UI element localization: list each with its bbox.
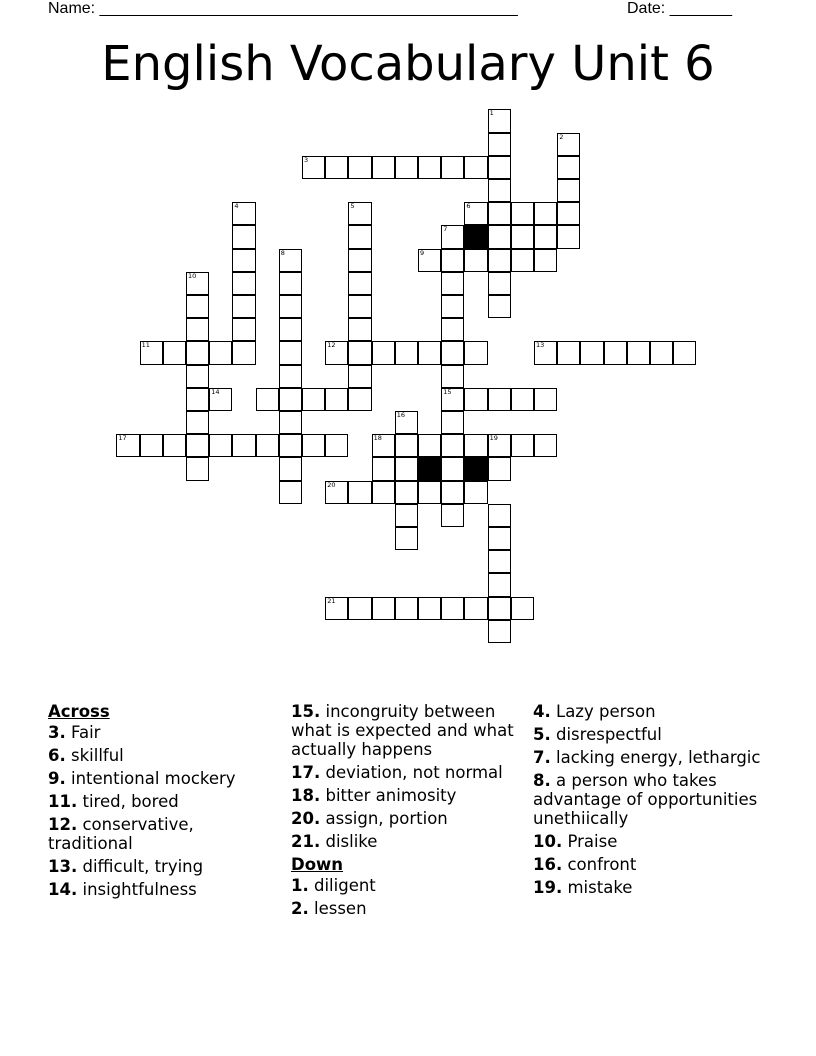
clue-text: insightfulness xyxy=(82,880,197,899)
clue-text: bitter animosity xyxy=(325,786,457,805)
crossword-cell[interactable] xyxy=(279,434,302,457)
clue-text: Lazy person xyxy=(556,702,656,721)
crossword-cell[interactable] xyxy=(395,411,418,434)
crossword-cell[interactable] xyxy=(488,249,511,272)
crossword-cell[interactable] xyxy=(348,481,371,504)
crossword-cell[interactable] xyxy=(488,457,511,480)
crossword-cell[interactable] xyxy=(557,225,580,248)
clue-number: 10. xyxy=(533,832,563,851)
name-field[interactable]: Name: _______________________________________________ xyxy=(48,0,518,17)
crossword-cell[interactable] xyxy=(441,457,464,480)
crossword-cell[interactable] xyxy=(441,295,464,318)
crossword-cell[interactable] xyxy=(488,434,511,457)
crossword-cell[interactable] xyxy=(279,411,302,434)
cell-number: 1 xyxy=(489,109,494,118)
cell-number: 20 xyxy=(327,480,336,489)
crossword-cell[interactable] xyxy=(441,156,464,179)
cell-number: 3 xyxy=(304,155,309,164)
crossword-cell[interactable] xyxy=(441,388,464,411)
clue-down-1 xyxy=(291,876,526,895)
crossword-cell[interactable] xyxy=(464,597,487,620)
clues-column-1 xyxy=(48,702,283,903)
crossword-cell[interactable] xyxy=(488,272,511,295)
crossword-cell[interactable] xyxy=(186,341,209,364)
clue-text: lacking energy, lethargic xyxy=(556,748,761,767)
crossword-cell[interactable] xyxy=(348,341,371,364)
crossword-cell[interactable] xyxy=(279,365,302,388)
clue-down-5 xyxy=(533,725,768,744)
crossword-cell[interactable] xyxy=(511,388,534,411)
crossword-cell[interactable] xyxy=(441,481,464,504)
crossword-cell[interactable] xyxy=(488,597,511,620)
cell-number: 7 xyxy=(443,225,448,234)
crossword-cell[interactable] xyxy=(395,341,418,364)
clue-text: tired, bored xyxy=(82,792,179,811)
clue-number: 21. xyxy=(291,832,321,851)
crossword-cell[interactable] xyxy=(488,573,511,596)
clue-across-13 xyxy=(48,857,283,876)
clues-column-3 xyxy=(533,702,768,901)
clue-number: 2. xyxy=(291,899,309,918)
crossword-cell[interactable] xyxy=(348,318,371,341)
crossword-black-square xyxy=(464,225,487,248)
clue-across-11 xyxy=(48,792,283,811)
crossword-cell[interactable] xyxy=(418,156,441,179)
crossword-cell[interactable] xyxy=(557,202,580,225)
crossword-cell[interactable] xyxy=(186,272,209,295)
crossword-cell[interactable] xyxy=(441,597,464,620)
crossword-cell[interactable] xyxy=(186,318,209,341)
crossword-cell[interactable] xyxy=(488,620,511,643)
crossword-cell[interactable] xyxy=(464,202,487,225)
crossword-cell[interactable] xyxy=(256,388,279,411)
crossword-cell[interactable] xyxy=(418,249,441,272)
crossword-black-square xyxy=(464,457,487,480)
crossword-cell[interactable] xyxy=(464,388,487,411)
clue-text: confront xyxy=(567,855,637,874)
clue-number: 18. xyxy=(291,786,321,805)
crossword-cell[interactable] xyxy=(232,318,255,341)
cell-number: 16 xyxy=(396,411,406,419)
crossword-cell[interactable] xyxy=(511,225,534,248)
crossword-cell[interactable] xyxy=(348,365,371,388)
crossword-cell[interactable] xyxy=(441,341,464,364)
crossword-cell[interactable] xyxy=(325,156,348,179)
crossword-cell[interactable] xyxy=(395,481,418,504)
crossword-cell[interactable] xyxy=(488,109,511,132)
clue-number: 13. xyxy=(48,857,78,876)
crossword-cell[interactable] xyxy=(209,388,232,411)
crossword-cell[interactable] xyxy=(186,457,209,480)
crossword-cell[interactable] xyxy=(348,597,371,620)
clue-across-18 xyxy=(291,786,526,805)
clue-text: Praise xyxy=(567,832,618,851)
crossword-cell[interactable] xyxy=(488,133,511,156)
crossword-cell[interactable] xyxy=(302,434,325,457)
crossword-cell[interactable] xyxy=(279,272,302,295)
clue-text: difficult, trying xyxy=(82,857,204,876)
crossword-cell[interactable] xyxy=(441,365,464,388)
crossword-cell[interactable] xyxy=(325,481,348,504)
crossword-cell[interactable] xyxy=(163,434,186,457)
crossword-black-square xyxy=(418,457,441,480)
crossword-cell[interactable] xyxy=(279,341,302,364)
crossword-cell[interactable] xyxy=(186,365,209,388)
crossword-cell[interactable] xyxy=(488,504,511,527)
crossword-cell[interactable] xyxy=(348,225,371,248)
crossword-cell[interactable] xyxy=(395,597,418,620)
cell-number: 15 xyxy=(443,387,452,396)
crossword-cell[interactable] xyxy=(279,388,302,411)
crossword-cell[interactable] xyxy=(557,156,580,179)
crossword-cell[interactable] xyxy=(488,388,511,411)
clue-across-12 xyxy=(48,815,283,853)
crossword-cell[interactable] xyxy=(488,179,511,202)
crossword-cell[interactable] xyxy=(395,434,418,457)
crossword-cell[interactable] xyxy=(372,341,395,364)
cell-number: 19 xyxy=(489,434,498,443)
crossword-cell[interactable] xyxy=(279,457,302,480)
cell-number: 14 xyxy=(211,387,220,396)
clue-text: lessen xyxy=(314,899,367,918)
crossword-cell[interactable] xyxy=(232,249,255,272)
crossword-cell[interactable] xyxy=(511,597,534,620)
crossword-cell[interactable] xyxy=(418,481,441,504)
crossword-cell[interactable] xyxy=(441,249,464,272)
crossword-cell[interactable] xyxy=(488,527,511,550)
clue-text: mistake xyxy=(567,878,633,897)
clue-across-14 xyxy=(48,880,283,899)
crossword-cell[interactable] xyxy=(302,388,325,411)
crossword-cell[interactable] xyxy=(580,341,603,364)
clue-down-16 xyxy=(533,855,768,874)
crossword-cell[interactable] xyxy=(279,318,302,341)
crossword-cell[interactable] xyxy=(372,457,395,480)
crossword-cell[interactable] xyxy=(557,341,580,364)
clues-column-2 xyxy=(291,702,526,922)
crossword-cell[interactable] xyxy=(395,156,418,179)
cell-number: 8 xyxy=(280,248,285,257)
crossword-cell[interactable] xyxy=(464,156,487,179)
crossword-cell[interactable] xyxy=(186,388,209,411)
crossword-cell[interactable] xyxy=(441,434,464,457)
cell-number: 21 xyxy=(327,596,336,605)
clue-down-7 xyxy=(533,748,768,767)
crossword-cell[interactable] xyxy=(464,341,487,364)
crossword-cell[interactable] xyxy=(232,341,255,364)
crossword-cell[interactable] xyxy=(348,202,371,225)
crossword-cell[interactable] xyxy=(372,434,395,457)
crossword-cell[interactable] xyxy=(279,249,302,272)
cell-number: 2 xyxy=(559,132,564,141)
crossword-cell[interactable] xyxy=(372,597,395,620)
crossword-cell[interactable] xyxy=(673,341,696,364)
crossword-cell[interactable] xyxy=(325,341,348,364)
clue-number: 15. xyxy=(291,702,321,721)
crossword-cell[interactable] xyxy=(279,295,302,318)
crossword-cell[interactable] xyxy=(488,156,511,179)
crossword-cell[interactable] xyxy=(534,341,557,364)
crossword-cell[interactable] xyxy=(557,133,580,156)
crossword-cell[interactable] xyxy=(534,249,557,272)
crossword-cell[interactable] xyxy=(209,434,232,457)
crossword-cell[interactable] xyxy=(302,156,325,179)
crossword-cell[interactable] xyxy=(534,434,557,457)
crossword-cell[interactable] xyxy=(232,434,255,457)
crossword-cell[interactable] xyxy=(534,388,557,411)
clue-across-20 xyxy=(291,809,526,828)
clue-down-2 xyxy=(291,899,526,918)
crossword-cell[interactable] xyxy=(488,202,511,225)
crossword-cell[interactable] xyxy=(163,341,186,364)
crossword-cell[interactable] xyxy=(395,504,418,527)
clue-text: a person who takes advantage of opportunities unethiically xyxy=(533,771,758,828)
crossword-cell[interactable] xyxy=(441,504,464,527)
crossword-cell[interactable] xyxy=(441,272,464,295)
clue-text: Fair xyxy=(71,723,101,742)
crossword-cell[interactable] xyxy=(441,225,464,248)
clue-number: 17. xyxy=(291,763,321,782)
crossword-cell[interactable] xyxy=(488,295,511,318)
crossword-cell[interactable] xyxy=(627,341,650,364)
clue-number: 19. xyxy=(533,878,563,897)
crossword-cell[interactable] xyxy=(256,434,279,457)
crossword-cell[interactable] xyxy=(534,202,557,225)
clue-number: 4. xyxy=(533,702,551,721)
crossword-cell[interactable] xyxy=(232,272,255,295)
crossword-cell[interactable] xyxy=(325,434,348,457)
clue-number: 3. xyxy=(48,723,66,742)
crossword-cell[interactable] xyxy=(650,341,673,364)
crossword-cell[interactable] xyxy=(441,411,464,434)
clue-number: 1. xyxy=(291,876,309,895)
cell-number: 13 xyxy=(536,341,545,350)
crossword-cell[interactable] xyxy=(488,550,511,573)
clue-number: 20. xyxy=(291,809,321,828)
crossword-cell[interactable] xyxy=(464,481,487,504)
crossword-cell[interactable] xyxy=(511,434,534,457)
crossword-cell[interactable] xyxy=(557,179,580,202)
crossword-cell[interactable] xyxy=(232,225,255,248)
crossword-cell[interactable] xyxy=(441,318,464,341)
crossword-cell[interactable] xyxy=(372,156,395,179)
clue-across-6 xyxy=(48,746,283,765)
crossword-cell[interactable] xyxy=(488,225,511,248)
clue-across-9 xyxy=(48,769,283,788)
clue-across-15 xyxy=(291,702,526,759)
down-heading: Down xyxy=(291,855,344,874)
cell-number: 5 xyxy=(350,202,355,211)
clue-text: deviation, not normal xyxy=(325,763,503,782)
clue-text: assign, portion xyxy=(325,809,448,828)
crossword-cell[interactable] xyxy=(348,272,371,295)
crossword-cell[interactable] xyxy=(116,434,139,457)
crossword-cell[interactable] xyxy=(325,597,348,620)
crossword-cell[interactable] xyxy=(186,434,209,457)
clue-number: 9. xyxy=(48,769,66,788)
crossword-cell[interactable] xyxy=(418,434,441,457)
crossword-cell[interactable] xyxy=(279,481,302,504)
cell-number: 12 xyxy=(327,341,336,350)
crossword-cell[interactable] xyxy=(186,411,209,434)
clue-across-21 xyxy=(291,832,526,851)
cell-number: 6 xyxy=(466,202,471,211)
clue-number: 14. xyxy=(48,880,78,899)
crossword-cell[interactable] xyxy=(604,341,627,364)
clue-number: 6. xyxy=(48,746,66,765)
crossword-cell[interactable] xyxy=(511,202,534,225)
clue-number: 12. xyxy=(48,815,78,834)
crossword-cell[interactable] xyxy=(395,457,418,480)
clue-down-10 xyxy=(533,832,768,851)
clue-text: incongruity between what is expected and what actually happens xyxy=(291,702,514,759)
crossword-cell[interactable] xyxy=(511,249,534,272)
clue-across-17 xyxy=(291,763,526,782)
crossword-cell[interactable] xyxy=(348,388,371,411)
cell-number: 11 xyxy=(141,341,150,350)
cell-number: 17 xyxy=(118,434,127,443)
date-field[interactable]: Date: _______ xyxy=(627,0,732,17)
crossword-cell[interactable] xyxy=(348,156,371,179)
cell-number: 4 xyxy=(234,202,239,211)
clue-number: 7. xyxy=(533,748,551,767)
crossword-cell[interactable] xyxy=(325,388,348,411)
crossword-cell[interactable] xyxy=(232,295,255,318)
cell-number: 9 xyxy=(420,248,425,257)
clue-number: 5. xyxy=(533,725,551,744)
clue-text: intentional mockery xyxy=(71,769,236,788)
clue-down-4 xyxy=(533,702,768,721)
crossword-cell[interactable] xyxy=(395,527,418,550)
crossword-cell[interactable] xyxy=(372,481,395,504)
crossword-cell[interactable] xyxy=(348,295,371,318)
clue-down-8 xyxy=(533,771,768,828)
crossword-cell[interactable] xyxy=(464,249,487,272)
crossword-cell[interactable] xyxy=(418,597,441,620)
clue-number: 8. xyxy=(533,771,551,790)
crossword-cell[interactable] xyxy=(209,341,232,364)
clue-text: dislike xyxy=(325,832,378,851)
clue-text: conservative, traditional xyxy=(48,815,194,853)
crossword-cell[interactable] xyxy=(232,202,255,225)
cell-number: 10 xyxy=(188,271,197,280)
clue-down-19 xyxy=(533,878,768,897)
clue-across-3 xyxy=(48,723,283,742)
clue-text: diligent xyxy=(314,876,376,895)
crossword-cell[interactable] xyxy=(186,295,209,318)
clue-text: skillful xyxy=(71,746,124,765)
crossword-cell[interactable] xyxy=(418,341,441,364)
clue-number: 11. xyxy=(48,792,78,811)
crossword-cell[interactable] xyxy=(140,341,163,364)
clue-number: 16. xyxy=(533,855,563,874)
cell-number: 18 xyxy=(373,434,382,443)
clue-text: disrespectful xyxy=(556,725,662,744)
crossword-cell[interactable] xyxy=(534,225,557,248)
crossword-cell[interactable] xyxy=(140,434,163,457)
crossword-cell[interactable] xyxy=(464,434,487,457)
crossword-cell[interactable] xyxy=(348,249,371,272)
page-title: English Vocabulary Unit 6 xyxy=(101,36,715,92)
across-heading: Across xyxy=(48,702,110,721)
